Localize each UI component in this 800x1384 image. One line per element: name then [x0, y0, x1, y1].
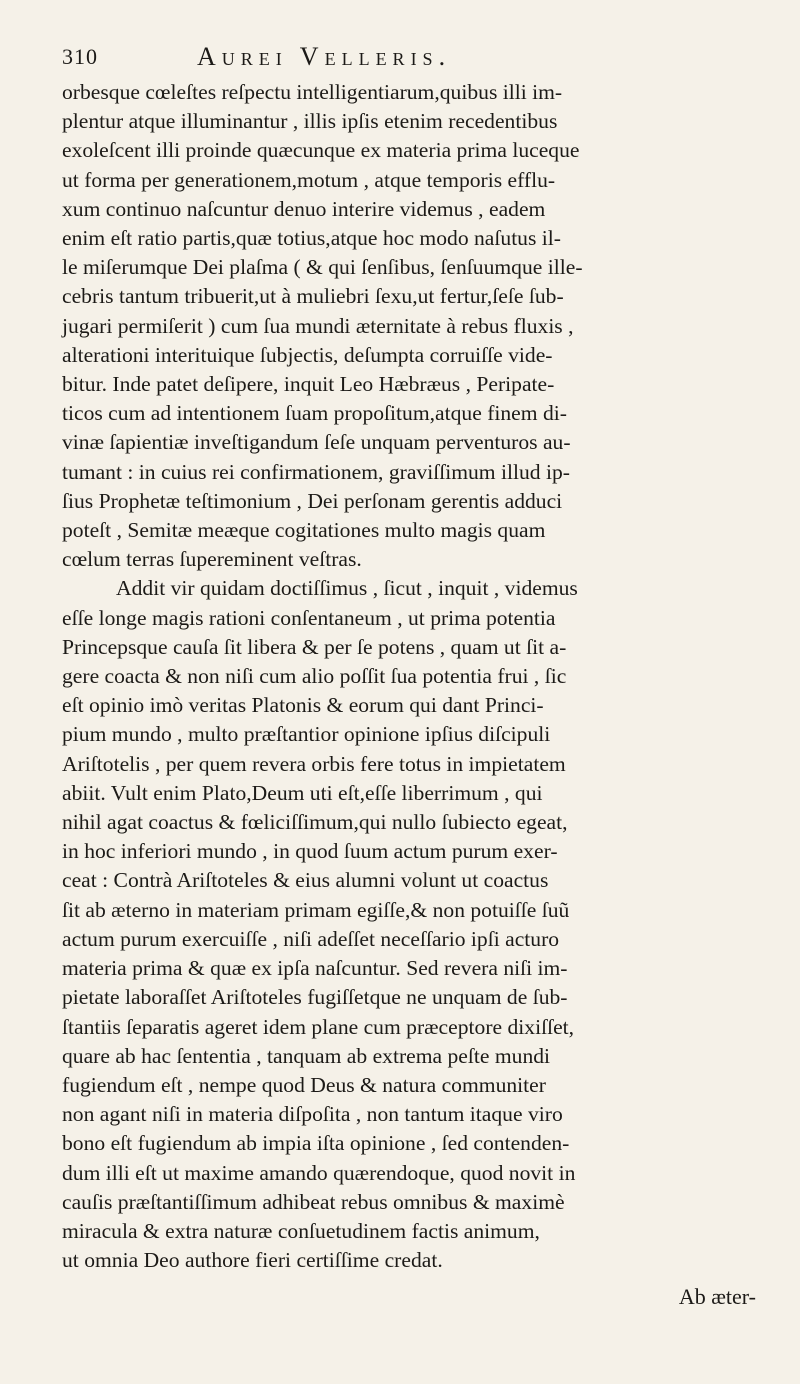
text-line: orbesque cœleſtes reſpectu intelligentiarum,quibus illi im- [62, 80, 563, 104]
text-line: Ariſtotelis , per quem revera orbis fere totus in impietatem [62, 751, 566, 776]
text-line: ſius Prophetæ teſtimonium , Dei perſonam gerentis adduci [62, 488, 563, 513]
catchword: Ab æter- [678, 1284, 756, 1309]
text-line: ticos cum ad intentionem ſuam propoſitum,atque finem di- [62, 401, 567, 426]
text-line: eſſe longe magis rationi conſentaneum , ut prima potentia [62, 605, 556, 630]
paragraph [62, 574, 762, 1275]
text-line: bitur. Inde patet deſipere, inquit Leo Hæbræus , Peripate- [62, 372, 555, 397]
text-line: ut omnia Deo authore fieri certiſſime credat. [62, 1248, 443, 1273]
text-line: Princepsque cauſa ſit libera & per ſe potens , quam ut ſit a- [62, 634, 567, 659]
text-line: ut forma per generationem,motum , atque temporis efflu- [62, 167, 556, 192]
book-page [62, 44, 762, 1344]
text-line: non agant niſi in materia diſpoſita , non tantum itaque viro [62, 1102, 563, 1127]
running-head [62, 44, 762, 78]
text-line: eſt opinio imò veritas Platonis & eorum qui dant Princi- [62, 693, 544, 718]
text-line: ceat : Contrà Ariſtoteles & eius alumni volunt ut coactus [62, 868, 549, 893]
text-line: pium mundo , multo præſtantior opinione ipſius diſcipuli [62, 722, 551, 747]
text-line: in hoc inferiori mundo , in quod ſuum actum purum exer- [62, 839, 558, 864]
text-line: nihil agat coactus & fœliciſſimum,qui nullo ſubiecto egeat, [62, 810, 568, 835]
text-line: vinæ ſapientiæ inveſtigandum ſeſe unquam perventuros au- [62, 430, 571, 455]
text-line: cebris tantum tribuerit,ut à muliebri ſexu,ut fertur,ſeſe ſub- [62, 284, 564, 309]
text-line: Addit vir quidam doctiſſimus , ſicut , inquit , videmus [116, 576, 578, 601]
text-line: jugari permiſerit ) cum ſua mundi æternitate à rebus fluxis , [62, 313, 574, 338]
text-line: exoleſcent illi proinde quæcunque ex materia prima luceque [62, 138, 580, 163]
text-line: alterationi interituique ſubjectis, deſumpta corruiſſe vide- [62, 342, 553, 367]
text-line: xum continuo naſcuntur denuo interire videmus , eadem [62, 196, 546, 221]
text-line: cœlum terras ſupereminent veſtras. [62, 547, 362, 572]
text-line: miracula & extra naturæ conſuetudinem factis animum, [62, 1218, 540, 1243]
text-line: gere coacta & non niſi cum alio poſſit ſua potentia frui , ſic [62, 664, 567, 689]
text-line: fugiendum eſt , nempe quod Deus & natura communiter [62, 1072, 546, 1097]
body-text [62, 78, 762, 1275]
text-line: materia prima & quæ ex ipſa naſcuntur. Sed revera niſi im- [62, 956, 568, 981]
text-line: le miſerumque Dei plaſma ( & qui ſenſibus, ſenſuumque ille- [62, 255, 583, 280]
text-line: cauſis præſtantiſſimum adhibeat rebus omnibus & maximè [62, 1189, 565, 1214]
text-line: plentur atque illuminantur , illis ipſis etenim recedentibus [62, 109, 558, 134]
text-line: quare ab hac ſententia , tanquam ab extrema peſte mundi [62, 1043, 551, 1068]
text-line: actum purum exercuiſſe , niſi adeſſet neceſſario ipſi acturo [62, 926, 560, 951]
text-line: dum illi eſt ut maxime amando quærendoque, quod novit in [62, 1160, 576, 1185]
text-line: bono eſt fugiendum ab impia iſta opinione , ſed contenden- [62, 1131, 570, 1156]
text-line: ſtantiis ſeparatis ageret idem plane cum præceptore dixiſſet, [62, 1014, 575, 1039]
text-line: enim eſt ratio partis,quæ totius,atque hoc modo naſutus il- [62, 226, 561, 251]
text-line: pietate laboraſſet Ariſtoteles fugiſſetque ne unquam de ſub- [62, 985, 568, 1010]
text-line: ſit ab æterno in materiam primam egiſſe,& non potuiſſe ſuũ [62, 897, 570, 922]
paragraph [62, 78, 762, 574]
text-line: tumant : in cuius rei confirmationem, graviſſimum illud ip- [62, 459, 570, 484]
text-line: abiit. Vult enim Plato,Deum uti eſt,eſſe liberrimum , qui [62, 780, 543, 805]
text-line: poteſt , Semitæ meæque cogitationes multo magis quam [62, 518, 546, 543]
running-title: Aurei Velleris. [197, 42, 452, 71]
page-number: 310 [62, 44, 98, 69]
